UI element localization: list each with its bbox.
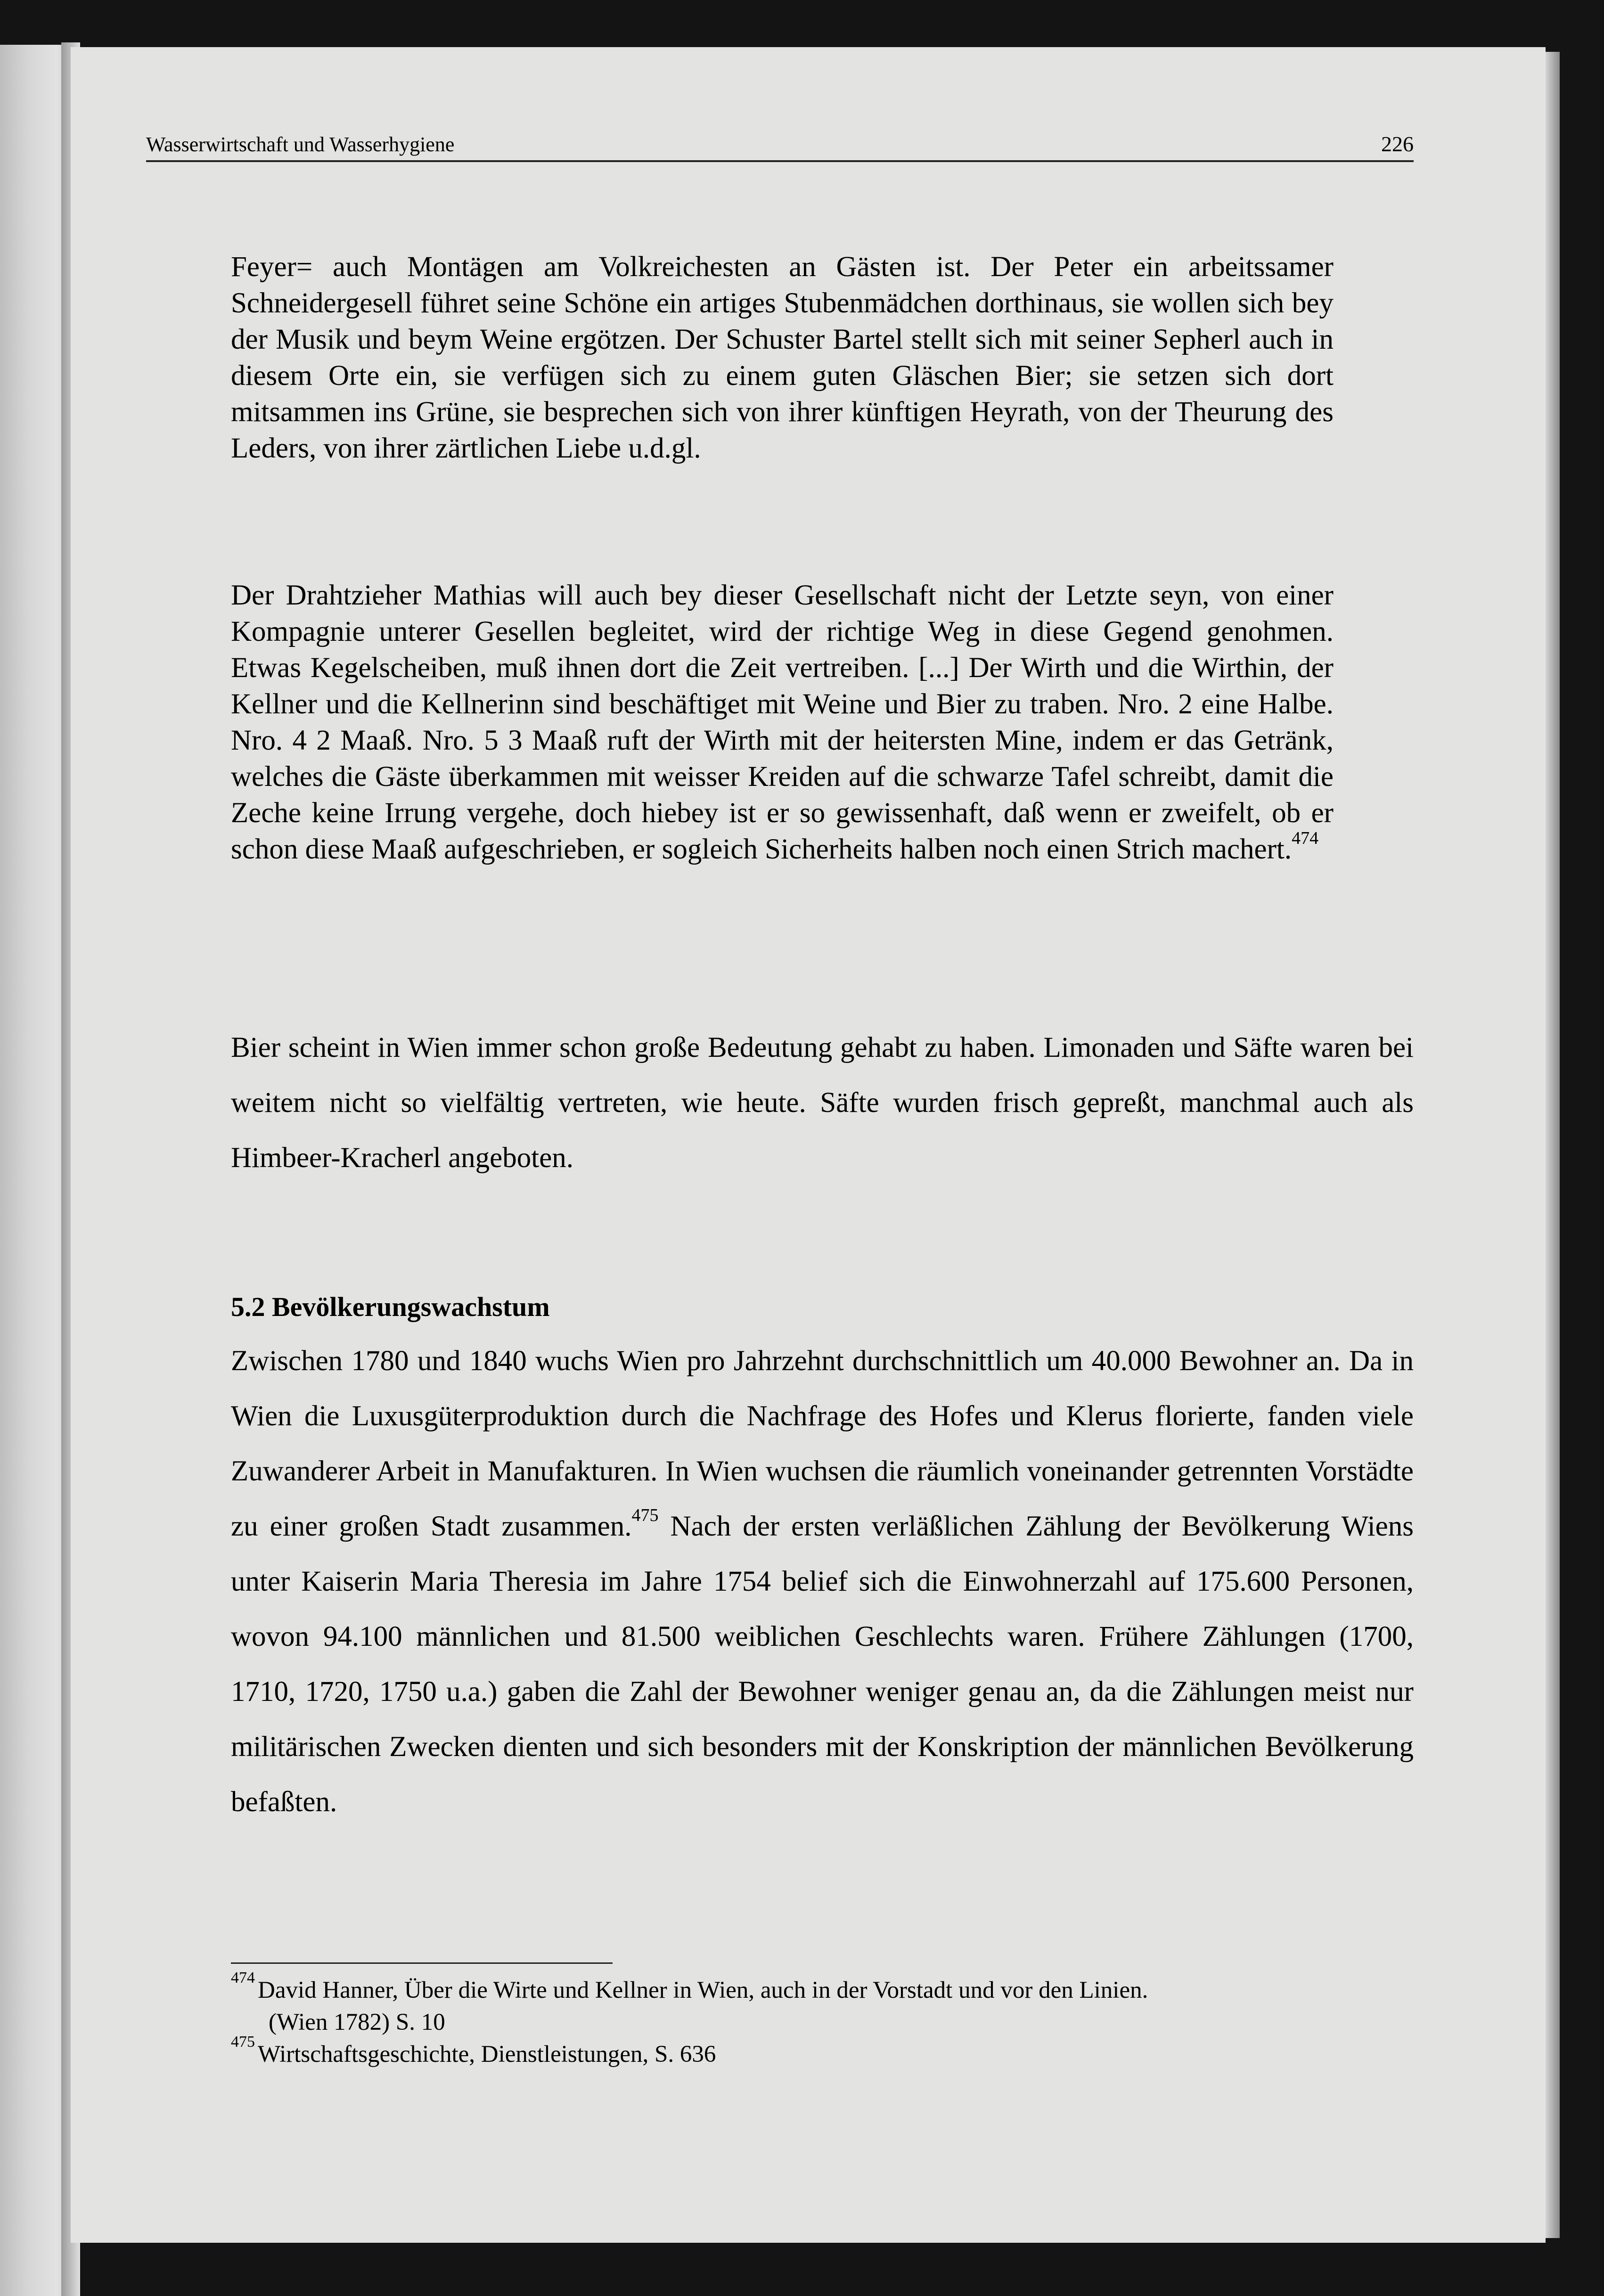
body-paragraph-1 <box>231 1020 1414 1185</box>
right-page-edge <box>1546 52 1560 2238</box>
footnote-475-line1: Wirtschaftsgeschichte, Dienstleistungen, S. 636 <box>258 2041 716 2067</box>
footnote-separator <box>231 1962 613 1964</box>
paragraph-1-text: Bier scheint in Wien immer schon große Bedeutung gehabt zu haben. Limonaden und Säfte waren bei weitem nicht so vielfältig vertreten, wie heute. Säfte wurden frisch gepreßt, manchmal auch als Himbeer-Kracherl angeboten. <box>231 1032 1414 1174</box>
footnote-ref-474[interactable]: 474 <box>1292 828 1319 848</box>
footnote-number: 474 <box>231 1969 255 1986</box>
header-title: Wasserwirtschaft und Wasserhygiene <box>146 133 455 156</box>
footnote-ref-475[interactable]: 475 <box>631 1505 659 1525</box>
footnote-number: 475 <box>231 2033 255 2051</box>
left-page-edge <box>0 45 71 2296</box>
block-quote-2 <box>231 577 1334 867</box>
paragraph-2-text-a: Zwischen 1780 und 1840 wuchs Wien pro Jahrzehnt durchschnittlich um 40.000 Bewohner an. Da in Wien die Luxusgüterproduktion durch die Nachfrage des Hofes und Klerus florierte, fanden viele Zuwanderer Arbeit in Manufakturen. In Wien wuchsen die räumlich voneinander getrennten Vorstädte zu einer großen Stadt zusammen. <box>231 1345 1414 1542</box>
footnote-474-continuation <box>231 2006 1385 2038</box>
footnote-474-line1: David Hanner, Über die Wirte und Kellner in Wien, auch in der Vorstadt und vor den Linien. <box>258 1977 1148 2003</box>
section-heading: 5.2 Bevölkerungswachstum <box>231 1291 550 1322</box>
footnote-474-line2: (Wien 1782) S. 10 <box>269 2009 445 2035</box>
paragraph-2 <box>231 1333 1414 1830</box>
paragraph-2-text-b: Nach der ersten verläßlichen Zählung der Bevölkerung Wiens unter Kaiserin Maria Theresia im Jahre 1754 belief sich die Einwohnerzahl auf 175.600 Personen, wovon 94.100 männlichen und 81.500 weiblichen Geschlechts waren. Frühere Zählungen (1700, 1710, 1720, 1750 u.a.) gaben die Zahl der Bewohner weniger genau an, da die Zählungen meist nur militärischen Zwecken dienten und sich besonders mit der Konskription der männlichen Bevölkerung befaßten. <box>231 1511 1414 1818</box>
body-paragraph-2 <box>231 1333 1414 1830</box>
block-quote-1 <box>231 249 1334 466</box>
page-number: 226 <box>1381 132 1414 156</box>
quote-2-paragraph <box>231 577 1334 867</box>
footnote-474 <box>231 1969 1385 2006</box>
quote-1-text: Feyer= auch Montägen am Volkreichesten an Gästen ist. Der Peter ein arbeitssamer Schneidergesell führet seine Schöne ein artiges Stubenmädchen dorthinaus, sie wollen sich bey der Musik und beym Weine ergötzen. Der Schuster Bartel stellt sich mit seiner Sepherl auch in diesem Orte ein, sie verfügen sich zu einem guten Gläschen Bier; sie setzen sich dort mitsammen ins Grüne, sie besprechen sich von ihrer künftigen Heyrath, von der Theurung des Leders, von ihrer zärtlichen Liebe u.d.gl. <box>231 251 1334 464</box>
running-header <box>146 123 1414 162</box>
footnote-475 <box>231 2033 1385 2070</box>
footnotes <box>231 1969 1385 2070</box>
quote-2-text: Der Drahtzieher Mathias will auch bey dieser Gesellschaft nicht der Letzte seyn, von einer Kompagnie unterer Gesellen begleitet, wird der richtige Weg in diese Gegend genohmen. Etwas Kegelscheiben, muß ihnen dort die Zeit vertreiben. [...] Der Wirth und die Wirthin, der Kellner und die Kellnerinn sind beschäftiget mit Weine und Bier zu traben. Nro. 2 eine Halbe. Nro. 4 2 Maaß. Nro. 5 3 Maaß ruft der Wirth mit der heitersten Mine, indem er das Getränk, welches die Gäste überkammen mit weisser Kreiden auf die schwarze Tafel schreibt, damit die Zeche keine Irrung vergehe, doch hiebey ist er so gewissenhaft, daß wenn er zweifelt, ob er schon diese Maaß aufgeschrieben, er sogleich Sicherheits halben noch einen Strich machert. <box>231 580 1334 865</box>
